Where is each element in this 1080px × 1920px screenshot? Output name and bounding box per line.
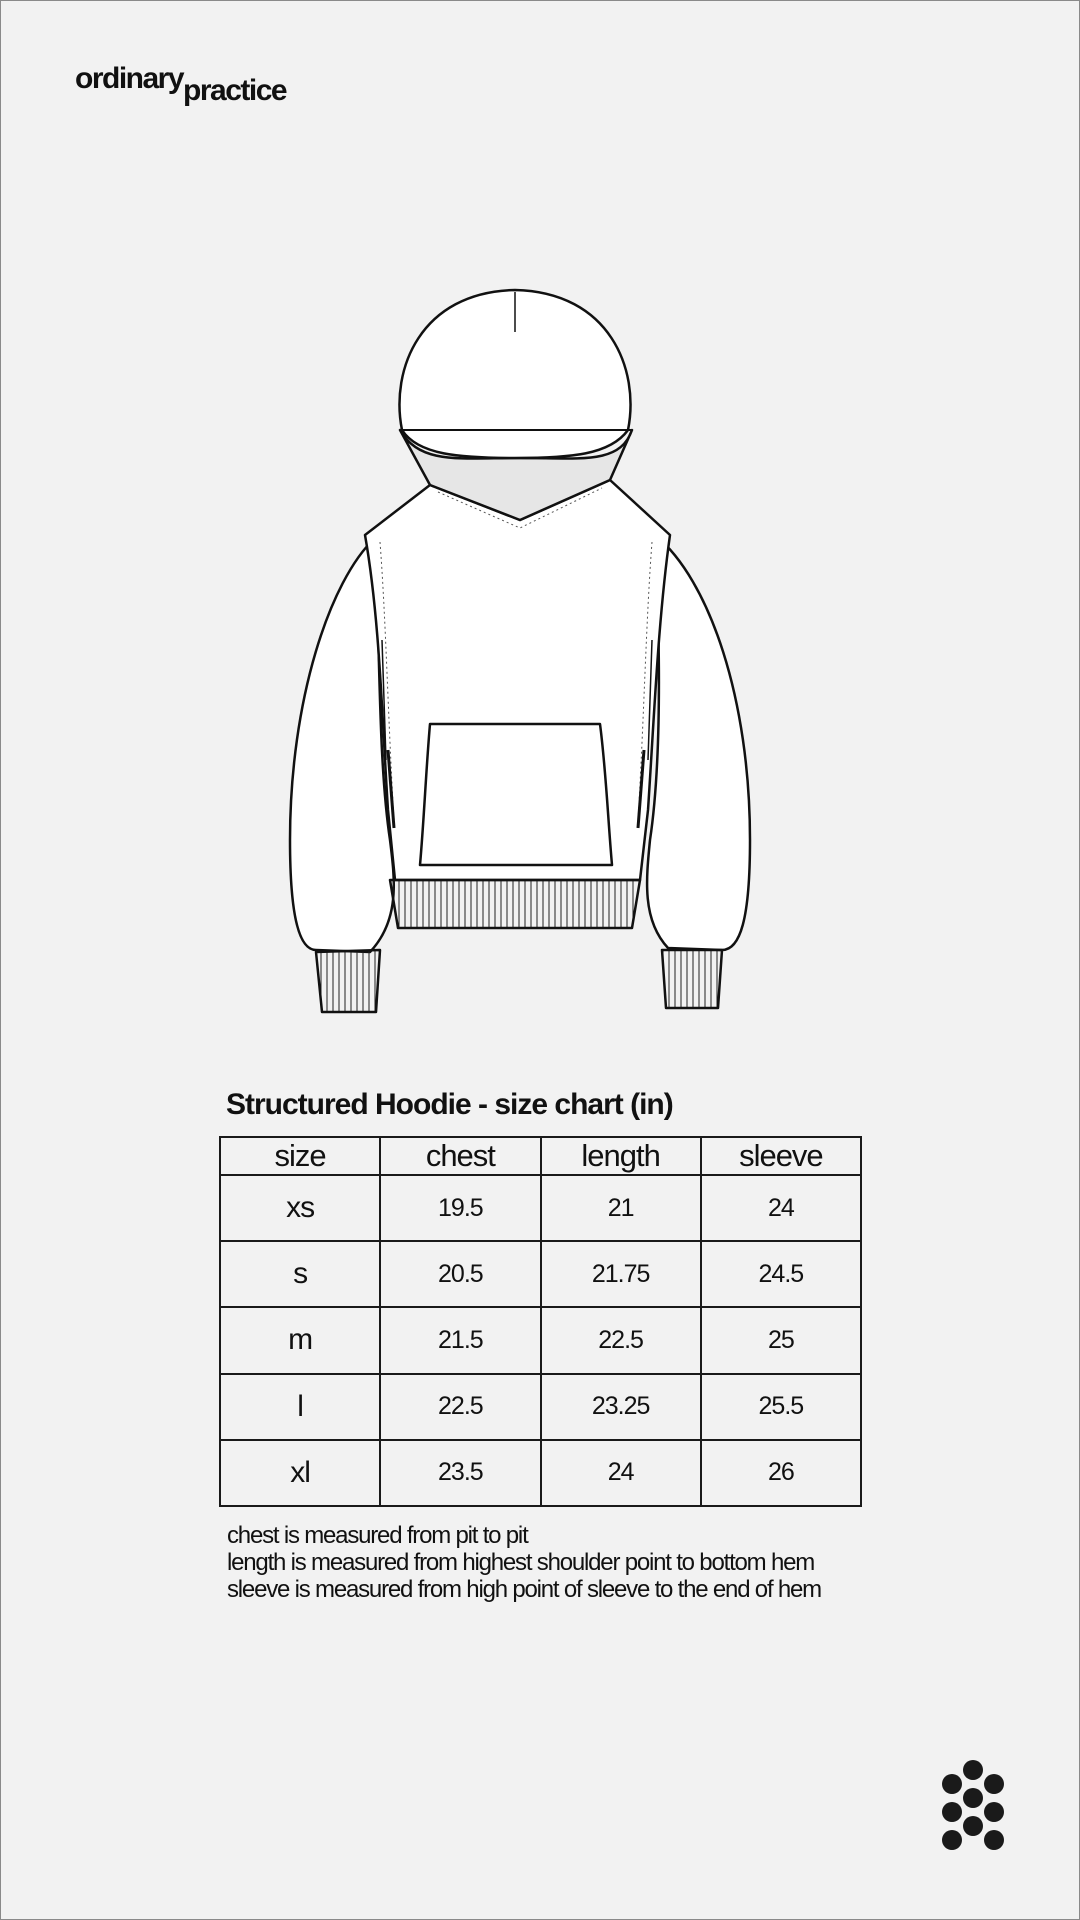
sleeve-cell: 24.5 — [701, 1241, 861, 1307]
column-header-length: length — [541, 1137, 701, 1175]
column-header-chest: chest — [380, 1137, 540, 1175]
size-cell: m — [220, 1307, 380, 1373]
sleeve-cell: 26 — [701, 1440, 861, 1506]
size-cell: l — [220, 1374, 380, 1440]
length-cell: 24 — [541, 1440, 701, 1506]
sleeve-cell: 25 — [701, 1307, 861, 1373]
brand-word-2: practice — [183, 74, 287, 107]
length-cell: 21.75 — [541, 1241, 701, 1307]
table-row — [220, 1307, 861, 1373]
sleeve-cell: 25.5 — [701, 1374, 861, 1440]
table-row — [220, 1175, 861, 1241]
length-cell: 23.25 — [541, 1374, 701, 1440]
note-sleeve: sleeve is measured from high point of sleeve to the end of hem — [227, 1576, 821, 1603]
size-cell: s — [220, 1241, 380, 1307]
chest-cell: 20.5 — [380, 1241, 540, 1307]
column-header-sleeve: sleeve — [701, 1137, 861, 1175]
size-chart-table — [219, 1136, 862, 1507]
chest-cell: 22.5 — [380, 1374, 540, 1440]
measurement-notes — [227, 1522, 821, 1603]
brand-word-1: ordinary — [75, 62, 184, 95]
table-row — [220, 1440, 861, 1506]
column-header-size: size — [220, 1137, 380, 1175]
chest-cell: 21.5 — [380, 1307, 540, 1373]
length-cell: 22.5 — [541, 1307, 701, 1373]
note-length: length is measured from highest shoulder point to bottom hem — [227, 1549, 815, 1576]
length-cell: 21 — [541, 1175, 701, 1241]
hoodie-drawing-icon — [270, 280, 790, 1020]
table-row — [220, 1374, 861, 1440]
table-row — [220, 1241, 861, 1307]
size-cell: xl — [220, 1440, 380, 1506]
note-chest: chest is measured from pit to pit — [227, 1522, 528, 1549]
size-cell: xs — [220, 1175, 380, 1241]
chart-title: Structured Hoodie - size chart (in) — [226, 1088, 673, 1121]
brand-logo — [75, 62, 287, 107]
dot-cluster-logo-icon — [940, 1760, 1006, 1854]
chest-cell: 23.5 — [380, 1440, 540, 1506]
sleeve-cell: 24 — [701, 1175, 861, 1241]
table-header-row — [220, 1137, 861, 1175]
chest-cell: 19.5 — [380, 1175, 540, 1241]
